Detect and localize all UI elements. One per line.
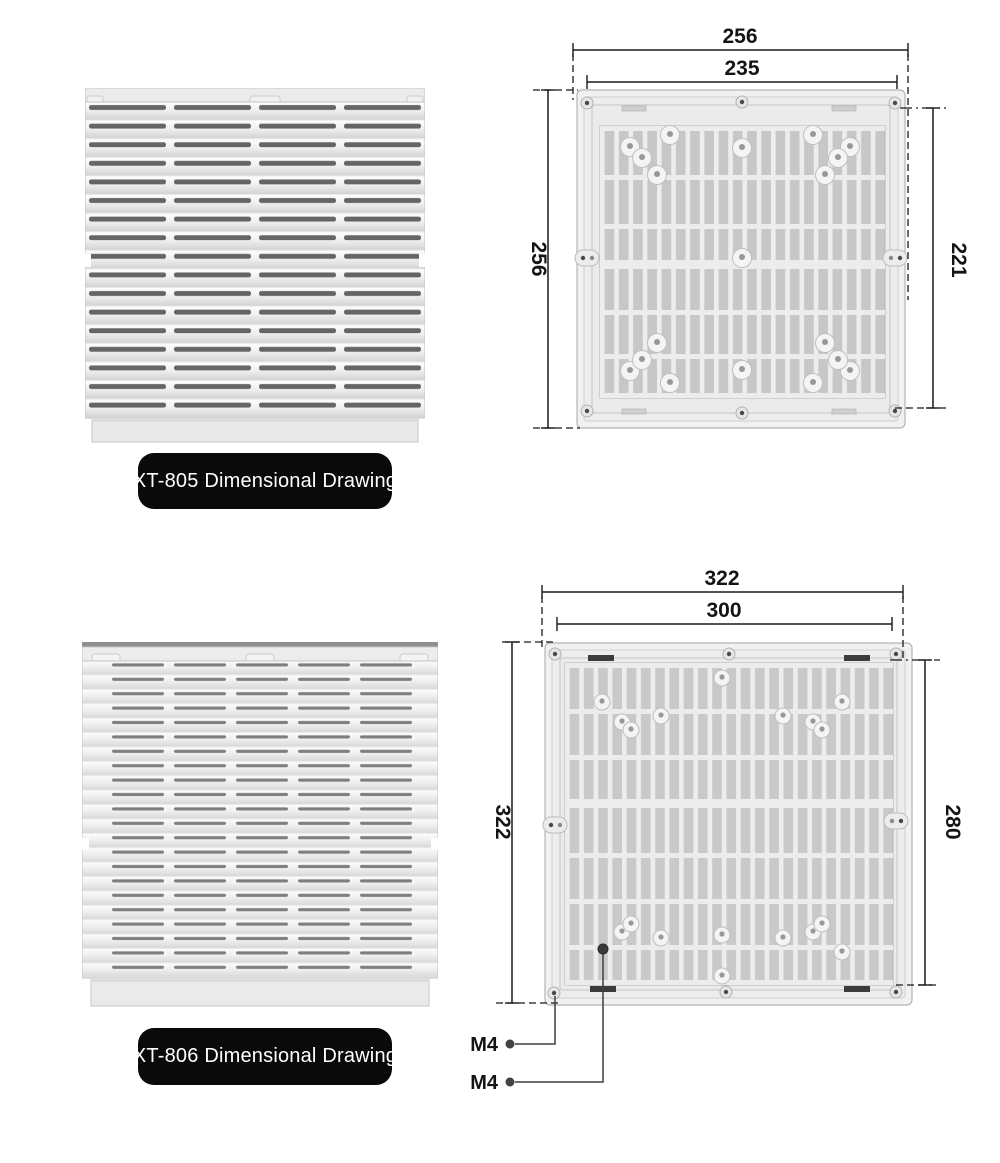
louver-slats (85, 102, 425, 418)
dim-label-outer-width: 256 (722, 25, 758, 48)
dim-label-inner-width: 235 (724, 57, 760, 80)
mounting-hole-callout-1 (470, 996, 555, 1056)
m4-callout-dot-1 (506, 1040, 515, 1049)
dimension-outer-height-xt805 (527, 90, 580, 428)
dimension-inner-width-xt806 (557, 599, 892, 631)
side-screw-boss-left (543, 817, 567, 833)
m4-label-1: M4 (470, 1034, 498, 1056)
louver-slats (82, 661, 438, 978)
m4-callout-dot-2 (506, 1078, 515, 1087)
louver-top-cap (82, 642, 438, 663)
dim-label-inner-width: 300 (706, 599, 742, 622)
dimension-inner-width-xt805 (587, 57, 897, 89)
m4-target-hole (598, 944, 608, 954)
side-screw-boss-right (883, 250, 907, 266)
back-view-xt805 (480, 10, 970, 450)
dim-label-outer-height: 256 (527, 241, 550, 277)
louver-base (92, 418, 418, 442)
dim-label-inner-height: 221 (947, 242, 970, 278)
badge-xt805: XT-805 Dimensional Drawing (138, 453, 392, 509)
m4-label-2: M4 (470, 1072, 498, 1094)
side-screw-boss-right (884, 813, 908, 829)
back-view-xt806 (440, 550, 980, 1140)
front-view-xt805 (85, 88, 425, 445)
side-screw-boss-left (575, 250, 599, 266)
front-view-xt806 (82, 642, 438, 1012)
badge-xt806: XT-806 Dimensional Drawing (138, 1028, 392, 1085)
dim-label-outer-width: 322 (704, 567, 740, 590)
dim-label-outer-height: 322 (491, 804, 514, 840)
dim-label-inner-height: 280 (941, 804, 964, 840)
louver-base (91, 978, 429, 1006)
